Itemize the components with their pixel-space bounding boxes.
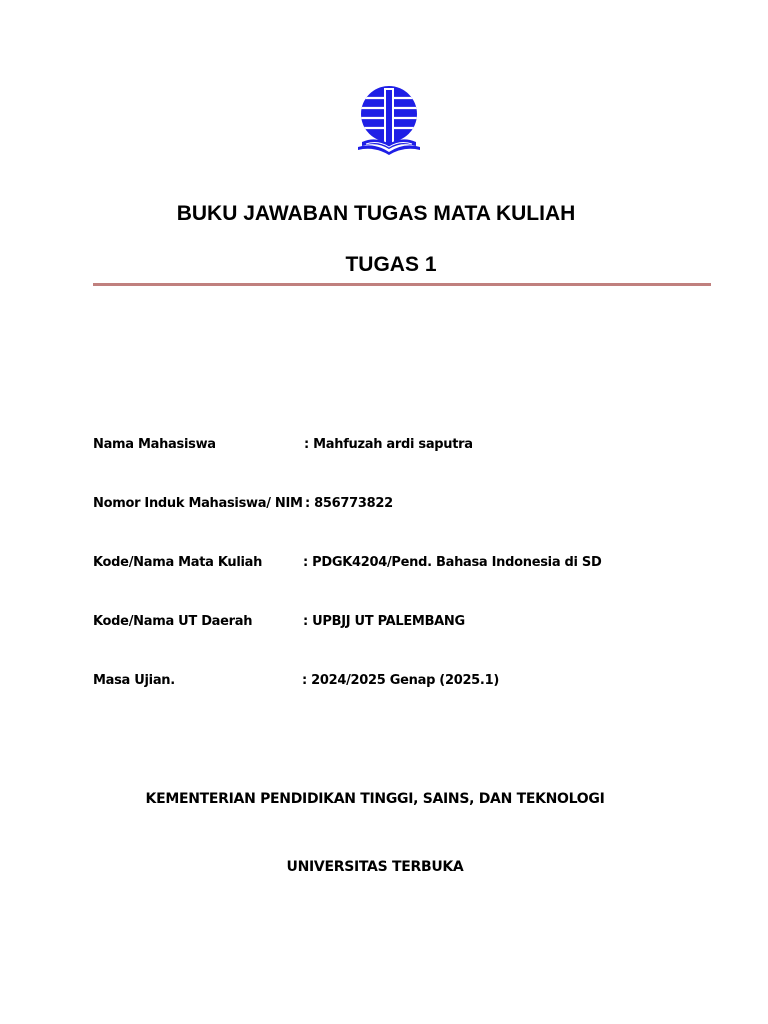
document-subtitle: TUGAS 1	[345, 253, 437, 276]
document-title: BUKU JAWABAN TUGAS MATA KULIAH	[176, 202, 576, 225]
field-value: : 2024/2025 Genap (2025.1)	[302, 673, 499, 688]
field-label: Masa Ujian.	[93, 673, 175, 688]
universitas-terbuka-logo-icon	[356, 86, 422, 156]
field-value: : 856773822	[305, 496, 393, 511]
field-label: Kode/Nama UT Daerah	[93, 614, 253, 629]
field-value: : UPBJJ UT PALEMBANG	[303, 614, 465, 629]
ministry-name: KEMENTERIAN PENDIDIKAN TINGGI, SAINS, DAN TEKNOLOGI	[145, 791, 605, 807]
field-value: : Mahfuzah ardi saputra	[304, 437, 473, 452]
university-name: UNIVERSITAS TERBUKA	[286, 859, 464, 875]
field-label: Kode/Nama Mata Kuliah	[93, 555, 263, 570]
field-value: : PDGK4204/Pend. Bahasa Indonesia di SD	[303, 555, 602, 570]
field-label: Nomor Induk Mahasiswa/ NIM	[93, 496, 303, 511]
title-divider	[93, 283, 711, 286]
field-label: Nama Mahasiswa	[93, 437, 216, 452]
